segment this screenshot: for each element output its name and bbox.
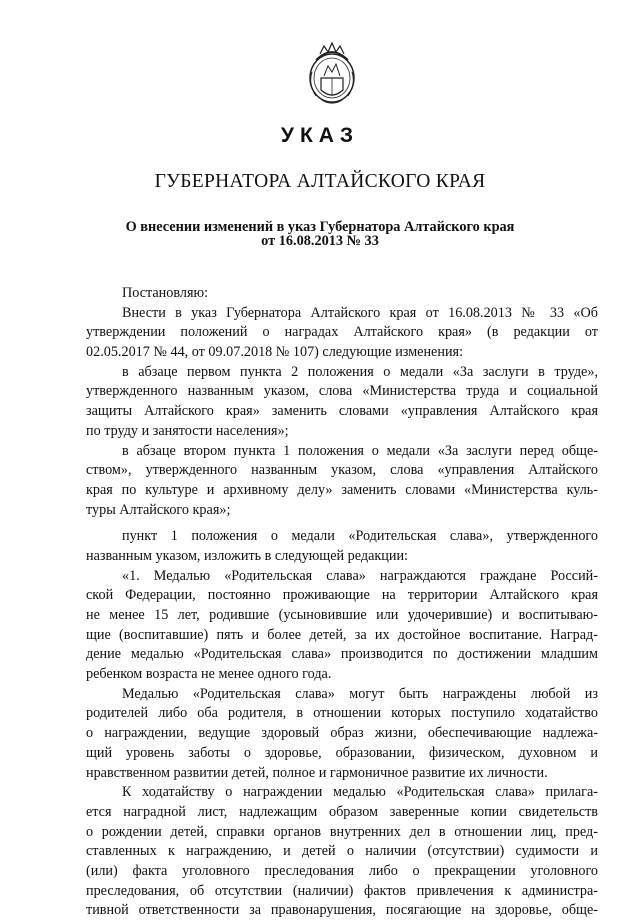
text-line: утвержденного названным указом, слова «Министерства труда и социальной [86,383,598,400]
heading-line: О внесении изменений в указ Губернатора Алтайского края [125,219,515,235]
decree-heading [0,220,640,248]
text-line: ется наградной лист, надлежащим образом заверенные копии свидетельств [86,803,598,820]
text-line: туры Алтайского края»; [86,501,231,518]
text-line: нравственном развитии детей, полное и гармоничное развитие их личности. [86,764,548,781]
text-line: ством», утвержденного названным указом, слова «управления Алтайского [86,462,598,479]
decree-body [86,284,598,921]
coat-of-arms-emblem [302,38,362,108]
text-line: названным указом, изложить в следующей редакции: [86,547,408,564]
text-line: Внести в указ Губернатора Алтайского края от 16.08.2013 № 33 «Об [122,304,598,321]
text-line: в абзаце первом пункта 2 положения о медали «За заслуги в труде», [122,363,598,380]
text-line: Медалью «Родительская слава» могут быть награждены любой из [122,685,598,702]
text-line: Постановляю: [122,285,209,301]
text-line: по труду и занятости населения»; [86,422,289,439]
text-line: дение медалью «Родительская слава» производится по достижении младшим [86,646,598,663]
text-line: защиты Алтайского края» заменить словами «управления Алтайского края [86,403,598,420]
text-line: ставленных к награждению, и детей о наличии (отсутствии) судимости и [86,843,598,860]
text-line: «1. Медалью «Родительская слава» награждаются граждане Россий- [122,567,598,584]
heading-line: от 16.08.2013 № 33 [261,233,379,249]
text-line: тивной ответственности за правонарушения, посягающие на здоровье, обще- [86,902,598,919]
text-line: щий уровень заботы о здоровье, образовании, физическом, духовном и [86,744,598,761]
text-line: К ходатайству о награждении медалью «Родительская слава» прилага- [122,784,598,801]
decree-issuer: ГУБЕРНАТОРА АЛТАЙСКОГО КРАЯ [154,171,486,192]
text-line: преследования, об отсутствии (наличии) фактов привлечения к администра- [86,882,598,899]
text-line: о награждении, ведущие здоровый образ жизни, обеспечивающие надлежа- [86,725,598,742]
text-line: (или) факта уголовного преследования либо о прекращении уголовного [86,862,598,879]
text-line: о рождении детей, справки органов внутренних дел в отношении лиц, пред- [86,823,598,840]
text-line: ребенком возраста не менее одного года. [86,666,332,683]
text-line: ской Федерации, постоянно проживающие на территории Алтайского края [86,587,598,604]
text-line: в абзаце втором пункта 1 положения о медали «За заслуги перед обще- [122,442,598,459]
decree-title: УКАЗ [280,124,360,147]
text-line: родителей либо оба родителя, в отношении которых поступило ходатайство [86,705,598,722]
text-line: края по культуре и архивному делу» заменить словами «Министерства куль- [86,481,598,498]
text-line: 02.05.2017 № 44, от 09.07.2018 № 107) следующие изменения: [86,344,464,361]
text-line: щие (воспитавшие) пять и более детей, за их достойное воспитание. Наград- [86,626,598,643]
text-line: пункт 1 положения о медали «Родительская слава», утвержденного [122,528,598,545]
text-line: не менее 15 лет, родившие (усыновившие или удочерившие) и воспитываю- [86,607,598,623]
text-line: утверждении положений о наградах Алтайского края» (в редакции от [86,324,598,341]
